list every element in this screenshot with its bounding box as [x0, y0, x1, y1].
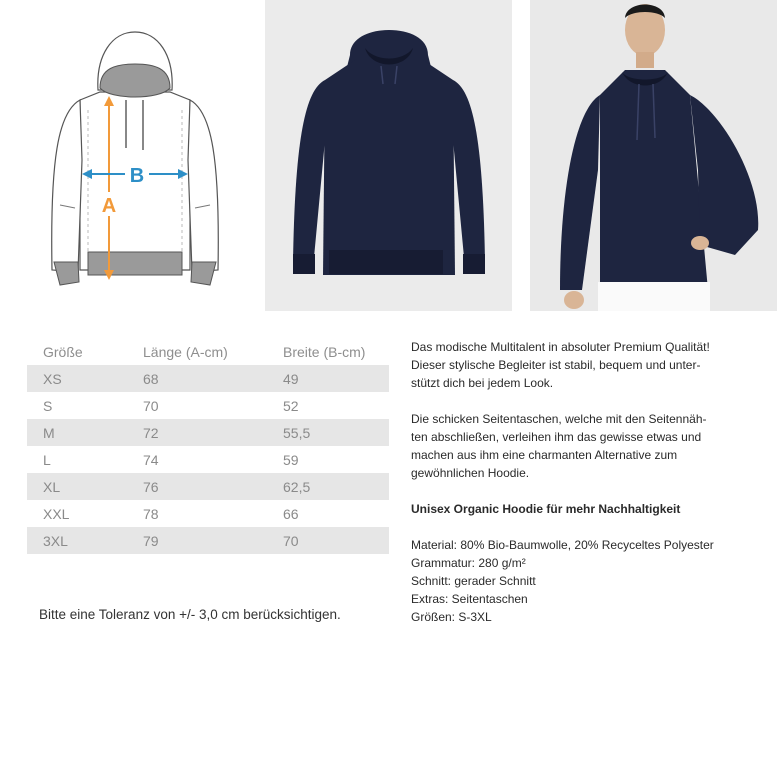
table-row — [27, 527, 389, 554]
cell-size: L — [43, 451, 51, 468]
cell-length: 78 — [143, 505, 159, 522]
spec-material: Material: 80% Bio-Baumwolle, 20% Recyceltes Polyester — [411, 538, 714, 552]
diagram-label-a: A — [101, 195, 117, 217]
hoodie-outline-diagram — [0, 0, 262, 311]
description-line: ten abschließen, verleihen ihm das gewisse etwas und — [411, 430, 702, 444]
description-line: Dieser stylische Begleiter ist stabil, bequem und unter- — [411, 358, 701, 372]
cell-length: 68 — [143, 370, 159, 387]
cell-length: 72 — [143, 424, 159, 441]
table-row — [27, 365, 389, 392]
cell-width: 62,5 — [283, 478, 311, 495]
table-header-row — [27, 338, 389, 365]
cell-width: 49 — [283, 370, 299, 387]
header-length: Länge (A-cm) — [143, 343, 228, 360]
spec-extras: Extras: Seitentaschen — [411, 592, 528, 606]
description-line: gewöhnlichen Hoodie. — [411, 466, 530, 480]
cell-size: XS — [43, 370, 62, 387]
cell-length: 76 — [143, 478, 159, 495]
cell-size: 3XL — [43, 532, 68, 549]
cell-width: 55,5 — [283, 424, 311, 441]
product-description — [411, 338, 751, 626]
cell-width: 66 — [283, 505, 299, 522]
tolerance-note: Bitte eine Toleranz von +/- 3,0 cm berücksichtigen. — [39, 607, 341, 622]
model-image — [530, 0, 777, 311]
cell-length: 74 — [143, 451, 159, 468]
header-width: Breite (B-cm) — [283, 343, 366, 360]
description-line: machen aus ihm eine charmanten Alternative zum — [411, 448, 678, 462]
table-row — [27, 419, 389, 446]
cell-size: XXL — [43, 505, 70, 522]
size-table — [27, 338, 389, 554]
cell-size: XL — [43, 478, 61, 495]
cell-size: S — [43, 397, 53, 414]
description-line: Die schicken Seitentaschen, welche mit den Seitennäh- — [411, 412, 707, 426]
size-diagram — [0, 0, 262, 311]
table-row — [27, 500, 389, 527]
description-line: stützt dich bei jedem Look. — [411, 376, 554, 390]
cell-length: 70 — [143, 397, 159, 414]
cell-size: M — [43, 424, 55, 441]
hoodie-product-image — [265, 0, 512, 311]
diagram-label-b: B — [129, 165, 145, 187]
cell-length: 79 — [143, 532, 159, 549]
table-row — [27, 446, 389, 473]
product-photo — [265, 0, 512, 311]
spec-weight: Grammatur: 280 g/m² — [411, 556, 526, 570]
cell-width: 52 — [283, 397, 299, 414]
cell-width: 70 — [283, 532, 299, 549]
header-size: Größe — [43, 343, 83, 360]
table-row — [27, 473, 389, 500]
spec-cut: Schnitt: gerader Schnitt — [411, 574, 536, 588]
table-row — [27, 392, 389, 419]
description-heading: Unisex Organic Hoodie für mehr Nachhaltigkeit — [411, 502, 681, 516]
cell-width: 59 — [283, 451, 299, 468]
spec-sizes: Größen: S-3XL — [411, 610, 492, 624]
description-line: Das modische Multitalent in absoluter Premium Qualität! — [411, 340, 710, 354]
model-photo — [530, 0, 777, 311]
